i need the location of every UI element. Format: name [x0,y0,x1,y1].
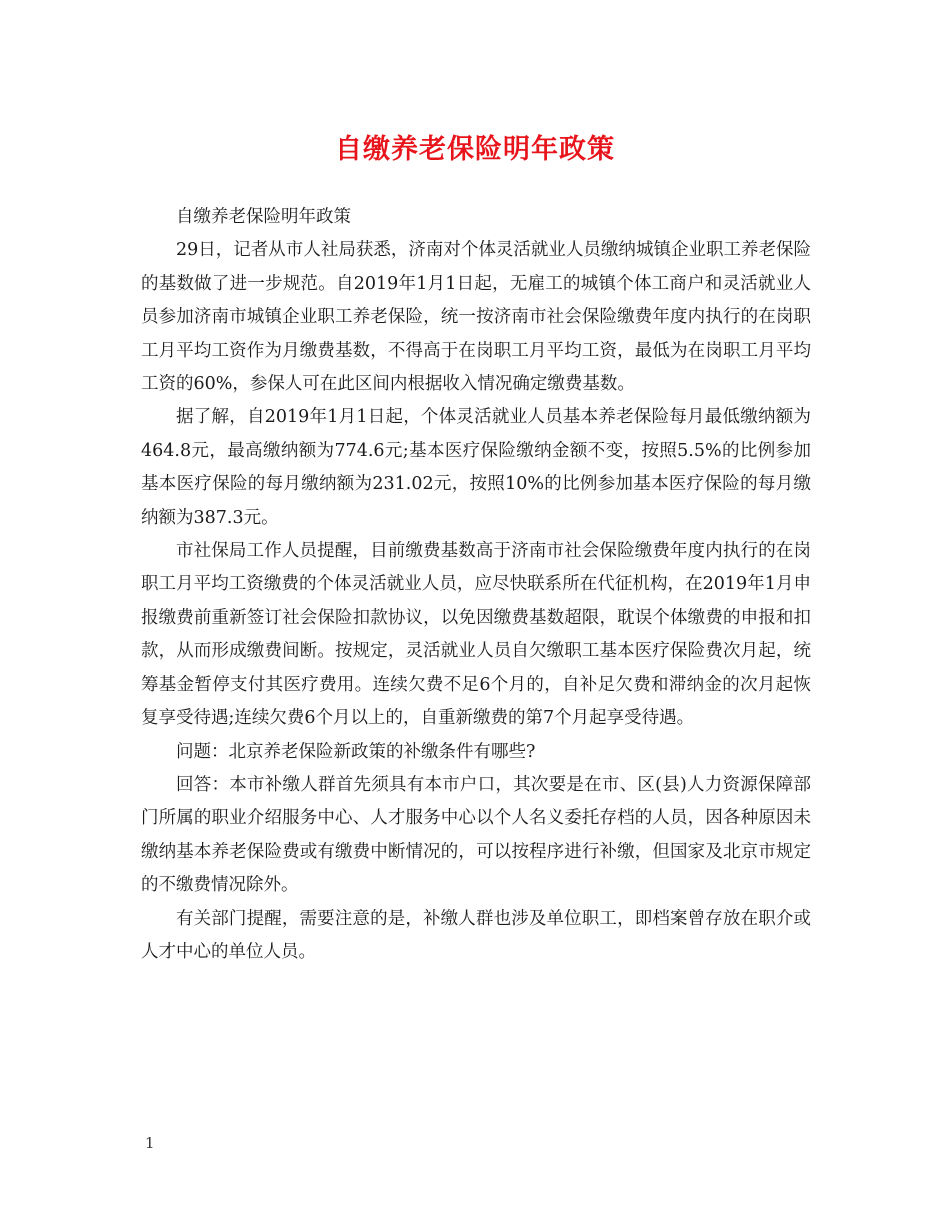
document-body [141,201,811,969]
paragraph-question: 问题：北京养老保险新政策的补缴条件有哪些? [176,741,536,762]
page-number: 1 [145,1134,155,1152]
paragraph-note: 有关部门提醒，需要注意的是，补缴人群也涉及单位职工，即档案曾存放在职介或人才中心的单位人员。 [141,908,811,962]
paragraph-intro: 29日，记者从市人社局获悉，济南对个体灵活就业人员缴纳城镇企业职工养老保险的基数做了进一步规范。自2019年1月1日起，无雇工的城镇个体工商户和灵活就业人员参加济南市城镇企业职工养老保险，统一按济南市社会保险缴费年度内执行的在岗职工月平均工资作为月缴费基数，不得高于在岗职工月平均工资，最低为在岗职工月平均工资的60%，参保人可在此区间内根据收入情况确定缴费基数。 [141,240,811,395]
paragraph-subtitle: 自缴养老保险明年政策 [176,207,351,227]
paragraph-payment-amounts: 据了解，自2019年1月1日起，个体灵活就业人员基本养老保险每月最低缴纳额为464.8元，最高缴纳额为774.6元;基本医疗保险缴纳金额不变，按照5.5%的比例参加基本医疗保险的每月缴纳额为231.02元，按照10%的比例参加基本医疗保险的每月缴纳额为387.3元。 [141,407,811,528]
paragraph-answer: 回答：本市补缴人群首先须具有本市户口，其次要是在市、区(县)人力资源保障部门所属的职业介绍服务中心、人才服务中心以个人名义委托存档的人员，因各种原因未缴纳基本养老保险费或有缴费中断情况的，可以按程序进行补缴，但国家及北京市规定的不缴费情况除外。 [141,774,811,896]
paragraph-reminder: 市社保局工作人员提醒，目前缴费基数高于济南市社会保险缴费年度内执行的在岗职工月平均工资缴费的个体灵活就业人员，应尽快联系所在代征机构，在2019年1月申报缴费前重新签订社会保险扣款协议，以免因缴费基数超限，耽误个体缴费的申报和扣款，从而形成缴费间断。按规定，灵活就业人员自欠缴职工基本医疗保险费次月起，统筹基金暂停支付其医疗费用。连续欠费不足6个月的，自补足欠费和滞纳金的次月起恢复享受待遇;连续欠费6个月以上的，自重新缴费的第7个月起享受待遇。 [141,541,811,729]
page-title: 自缴养老保险明年政策 [335,134,615,165]
